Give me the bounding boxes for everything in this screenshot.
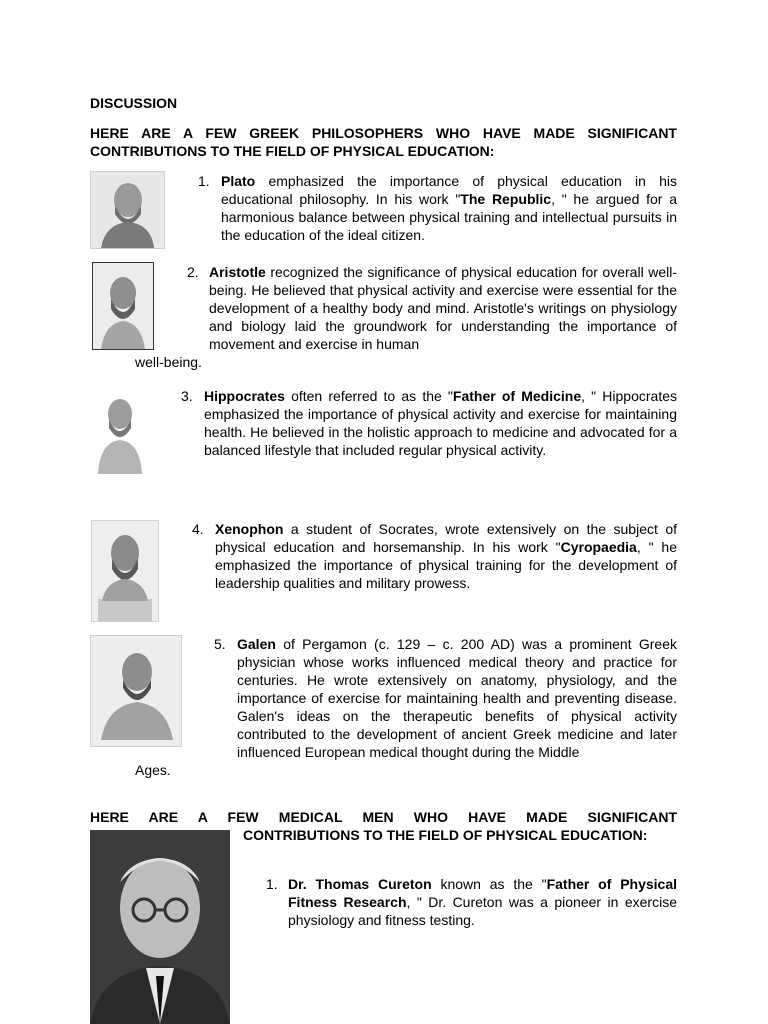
hippocrates-portrait: [92, 390, 147, 474]
paragraph-text: emphasized the importance of physical education in his educational philosophy. In his work ": [221, 173, 677, 207]
work-title: The Republic: [460, 191, 552, 207]
list-number: 1.: [198, 173, 210, 189]
xenophon-paragraph: [215, 520, 677, 592]
list-number: 4.: [192, 521, 204, 537]
list-number: 5.: [214, 636, 226, 652]
cureton-portrait: [90, 830, 230, 1024]
list-number: 3.: [181, 388, 193, 404]
list-number: 1.: [266, 876, 278, 892]
hippocrates-paragraph: [204, 387, 677, 459]
paragraph-text: known as the ": [431, 876, 547, 892]
cureton-paragraph: [288, 875, 677, 929]
plato-name: Plato: [221, 173, 256, 189]
galen-paragraph: [237, 635, 677, 761]
paragraph-text: , " Hippocrates emphasized the importance of physical activity and exercise for maintaining health. He believed in the holistic approach to medicine and advocated for a balanced lifestyle that included regular physical activity.: [204, 388, 677, 458]
paragraph-text: recognized the significance of physical education for overall well-being. He believed that physical activity and exercise were essential for the development of a healthy body and mind. Aristotle's writings on physiology and biology laid the groundwork for understanding the importance of movement and exercise in human: [209, 264, 677, 352]
paragraph-tail: well-being.: [135, 354, 202, 370]
work-title: Father of Medicine: [452, 388, 582, 404]
galen-portrait: [90, 635, 182, 747]
medical-heading-line1: HERE ARE A FEW MEDICAL MEN WHO HAVE MADE SIGNIFICANT: [90, 809, 677, 825]
list-number: 2.: [187, 264, 199, 280]
aristotle-paragraph: [209, 263, 677, 353]
paragraph-text: , " he argued for a harmonious balance between physical training and intellectual pursuits in the education of the ideal citizen.: [221, 191, 677, 243]
medical-heading-line2: CONTRIBUTIONS TO THE FIELD OF PHYSICAL EDUCATION:: [243, 827, 648, 843]
paragraph-text: of Pergamon (c. 129 – c. 200 AD) was a prominent Greek physician whose works influenced medical theory and practice for centuries. He wrote extensively on anatomy, physiology, and the importance of exercise for maintaining health and preventing disease. Galen's ideas on the therapeutic benefits of physical activity contributed to the development of ancient Greek medicine and later influenced European medical thought during the Middle: [237, 636, 677, 760]
hippocrates-name: Hippocrates: [204, 388, 285, 404]
paragraph-text: , " Dr. Cureton was a pioneer in exercise physiology and fitness testing.: [288, 894, 677, 928]
galen-name: Galen: [237, 636, 276, 652]
philosophers-heading: HERE ARE A FEW GREEK PHILOSOPHERS WHO HAVE MADE SIGNIFICANT CONTRIBUTIONS TO THE FIELD OF PHYSICAL EDUCATION:: [90, 125, 677, 159]
paragraph-text: a student of Socrates, wrote extensively on the subject of physical education and horsemanship. In his work ": [215, 521, 677, 555]
paragraph-text: , " he emphasized the importance of physical training for the development of leadership qualities and military prowess.: [215, 539, 677, 591]
xenophon-portrait: [91, 520, 159, 622]
work-title: Cyropaedia: [560, 539, 637, 555]
section-title: DISCUSSION: [90, 95, 178, 111]
plato-portrait: [90, 171, 165, 249]
aristotle-name: Aristotle: [209, 264, 266, 280]
plato-paragraph: [221, 172, 677, 244]
work-title: Father of Physical Fitness Research: [288, 876, 678, 910]
paragraph-tail: Ages.: [135, 762, 171, 778]
cureton-name: Dr. Thomas Cureton: [288, 876, 432, 892]
paragraph-text: often referred to as the ": [284, 388, 453, 404]
xenophon-name: Xenophon: [215, 521, 284, 537]
aristotle-portrait: [92, 262, 154, 350]
